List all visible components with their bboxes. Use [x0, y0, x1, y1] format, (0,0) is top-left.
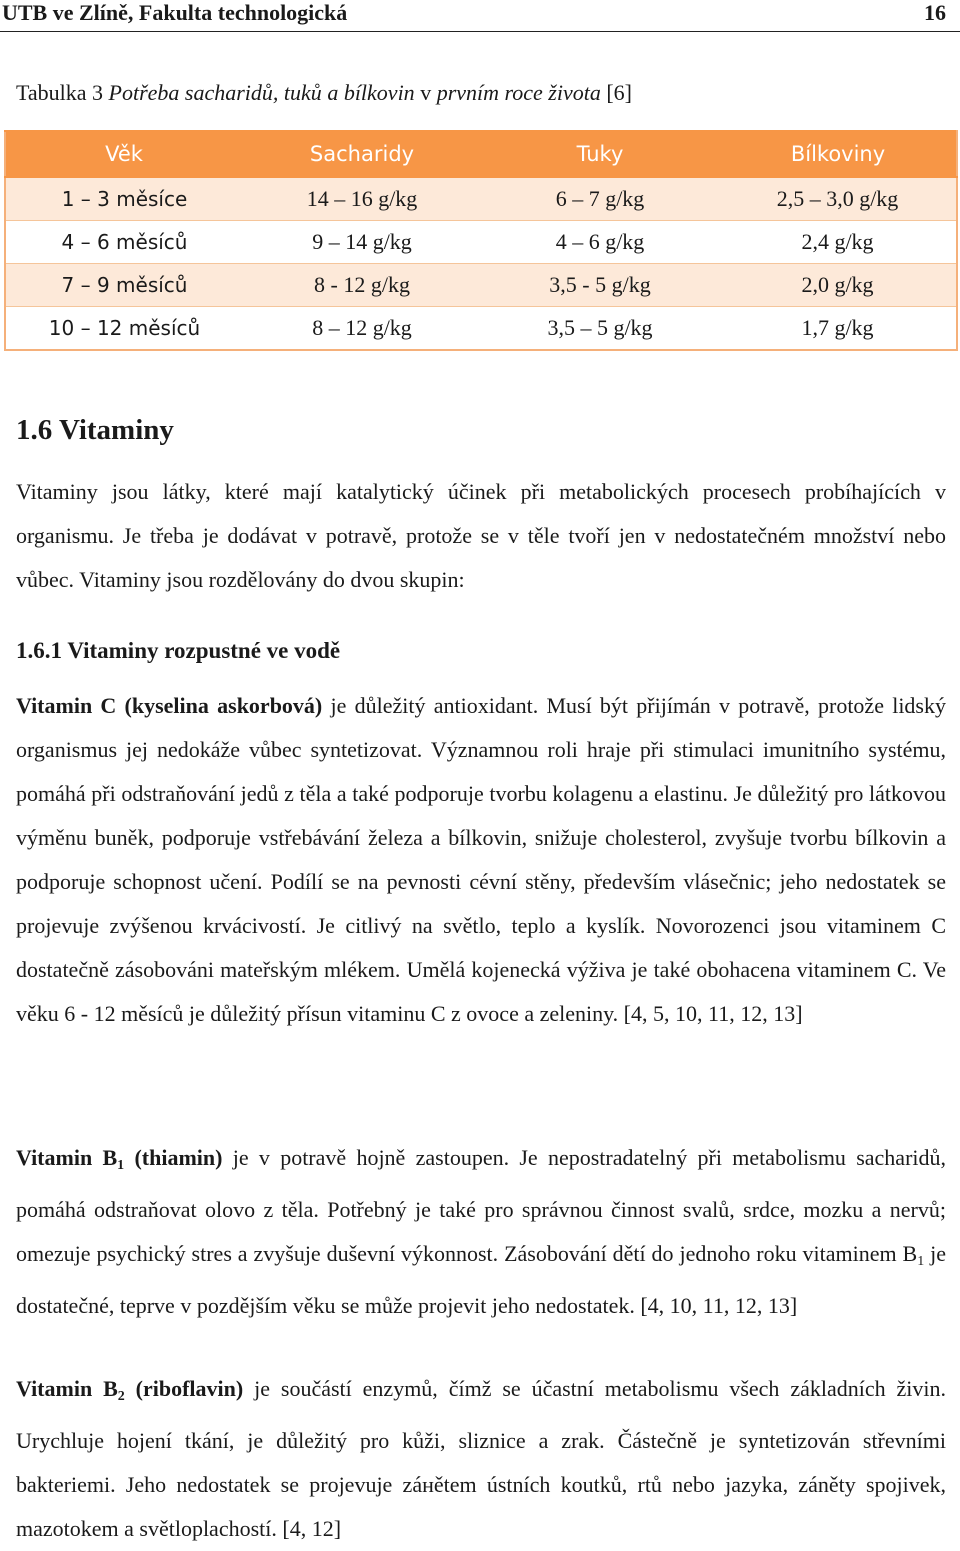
- vitamin-b2-name-b: (riboflavin): [124, 1376, 244, 1401]
- table-cell: 2,0 g/kg: [719, 264, 957, 307]
- table-row: [5, 177, 957, 221]
- caption-title-3: prvním roce života: [436, 80, 601, 105]
- table-cell: 3,5 – 5 g/kg: [481, 307, 719, 351]
- table-caption: [16, 80, 632, 106]
- table-row: [5, 221, 957, 264]
- school-name: UTB ve Zlíně, Fakulta technologická: [2, 0, 348, 25]
- table-cell: 6 – 7 g/kg: [481, 177, 719, 221]
- vitamin-b1-name: [16, 1145, 223, 1173]
- table-cell: 4 – 6 měsíců: [5, 221, 243, 264]
- table-row: [5, 264, 957, 307]
- page-number: 16: [924, 0, 946, 25]
- vitamin-b2-name-a: Vitamin B: [16, 1376, 118, 1401]
- column-header-carbs: Sacharidy: [243, 131, 481, 177]
- table-cell: 2,5 – 3,0 g/kg: [719, 177, 957, 221]
- table-cell: 9 – 14 g/kg: [243, 221, 481, 264]
- table-cell: 7 – 9 měsíců: [5, 264, 243, 307]
- table-cell: 10 – 12 měsíců: [5, 307, 243, 351]
- vitamin-b1-text-b: je dostatečné, teprve v pozdějším věku se může projevit jeho nedostatek. [4, 10, 11, 12, 13]: [16, 1241, 946, 1318]
- vitamin-b1-text-a: je v potravě hojně zastoupen. Je nepostradatelný při metabolismu sacharidů, pomáhá odstraňovat olovo z těla. Potřebný je také pro správnou činnost svalů, srdce, mozku a nervů; omezuje psychický stres a zvyšuje duševní výkonnost. Zásobování dětí do jednoho roku vitaminem B: [16, 1145, 947, 1266]
- vitamin-b2-subscript: 2: [117, 1389, 125, 1404]
- table-cell: 1,7 g/kg: [719, 307, 957, 351]
- vitamin-b1-paragraph: [16, 1136, 946, 1328]
- vitamin-b1-subscript-2: 1: [917, 1254, 925, 1269]
- vitamin-c-name: Vitamin C (kyselina askorbová): [16, 693, 323, 718]
- vitamin-b2-text: je součástí enzymů, čímž se účastní metabolismu všech základních živin. Urychluje hojení tkání, je důležitý pro kůži, sliznice a zrak. Částečně je syntetizován střevními bakteriemi. Jeho nedostatek se projevuje záнětem ústních koutků, rtů nebo jazyka, záněty spojivek, mazotokem a světloplachostí. [4, 12]: [16, 1376, 946, 1541]
- table-row: [5, 307, 957, 351]
- vitamin-b1-name-b: (thiamin): [124, 1145, 223, 1170]
- page-header: [0, 0, 960, 32]
- column-header-age: Věk: [5, 131, 243, 177]
- table-cell: 4 – 6 g/kg: [481, 221, 719, 264]
- intro-paragraph: Vitaminy jsou látky, které mají katalytický účinek při metabolických procesech probíhajících v organismu. Je třeba je dodávat v potravě, protože se v těle tvoří jen v nedostatečném množství nebo vůbec. Vitaminy jsou rozdělovány do dvou skupin:: [16, 479, 946, 592]
- table-cell: 2,4 g/kg: [719, 221, 957, 264]
- column-header-fats: Tuky: [481, 131, 719, 177]
- section-heading: 1.6 Vitaminy: [16, 414, 174, 446]
- subsection-heading: 1.6.1 Vitaminy rozpustné ve vodě: [16, 638, 341, 663]
- column-header-proteins: Bílkoviny: [719, 131, 957, 177]
- vitamin-b1-name-a: Vitamin B: [16, 1145, 118, 1170]
- table-cell: 8 - 12 g/kg: [243, 264, 481, 307]
- caption-title-2: bílkovin: [343, 80, 415, 105]
- table-cell: 3,5 - 5 g/kg: [481, 264, 719, 307]
- caption-ref: [6]: [600, 80, 632, 105]
- table-cell: 14 – 16 g/kg: [243, 177, 481, 221]
- vitamin-c-paragraph: [16, 684, 946, 1036]
- table-cell: 8 – 12 g/kg: [243, 307, 481, 351]
- nutrition-table: [4, 130, 958, 351]
- vitamin-b2-name: [16, 1376, 244, 1404]
- caption-mid-2: v: [414, 80, 437, 105]
- vitamin-c-text: je důležitý antioxidant. Musí být přijímán v potravě, protože lidský organismus jej nedokáže vůbec syntetizovat. Významnou roli hraje při stimulaci imunitního systému, pomáhá při odstraňování jedů z těla a také podporuje tvorbu kolagenu a elastinu. Je důležitý pro látkovou výměnu buněk, podporuje vstřebávání železa a bílkovin, snižuje cholesterol, zvyšuje tvorbu bílkovin a podporuje schopnost učení. Podílí se na pevnosti cévní stěny, především vlásečnic; jeho nedostatek se projevuje zvýšenou krvácivostí. Je citlivý na světlo, teplo a kyslík. Novorozenci jsou vitaminem C dostatečně zásobováni mateřským mlékem. Umělá kojenecká výživa je také obohacena vitaminem C. Ve věku 6 - 12 měsíců je důležitý přísun vitaminu C z ovoce a zeleniny. [4, 5, 10, 11, 12, 13]: [16, 693, 946, 1026]
- caption-title: Potřeba sacharidů, tuků: [108, 80, 322, 105]
- table-cell: 1 – 3 měsíce: [5, 177, 243, 221]
- vitamin-b2-paragraph: [16, 1367, 946, 1551]
- caption-prefix: Tabulka 3: [16, 80, 109, 105]
- table-header-row: [5, 131, 957, 177]
- caption-mid: a: [321, 80, 344, 105]
- vitamin-b1-subscript: 1: [117, 1158, 125, 1173]
